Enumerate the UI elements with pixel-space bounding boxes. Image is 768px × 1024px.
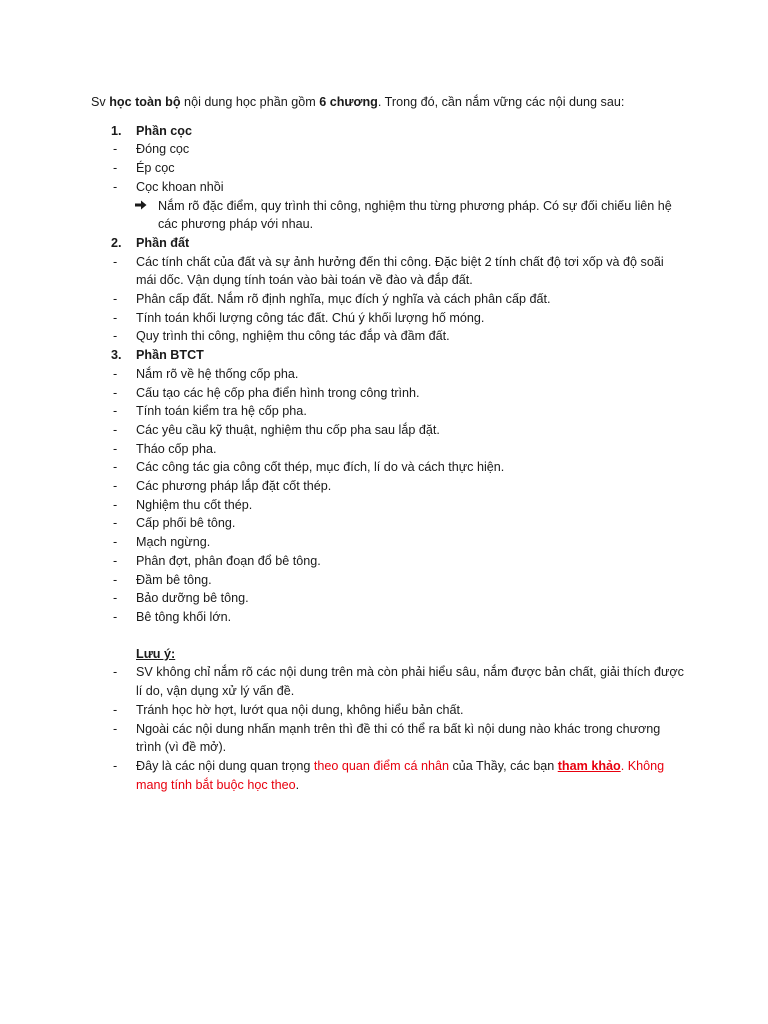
note-item-emphasis: - Đây là các nội dung quan trọng theo quan điểm cá nhân của Thầy, các bạn tham khảo. Không mang tính bắt buộc học theo. — [113, 758, 665, 792]
section-title: Phần cọc — [136, 123, 192, 138]
section-number: 1. — [111, 123, 122, 138]
note-item: - Tránh học hờ hợt, lướt qua nội dung, không hiểu bản chất. — [113, 702, 464, 717]
list-item: - Đóng cọc — [113, 142, 190, 157]
section-number: 2. — [111, 235, 122, 250]
list-item: - Đầm bê tông. — [113, 572, 212, 587]
intro-text: Sv — [91, 95, 110, 109]
section-heading-3 — [91, 346, 691, 365]
emphasis-text: mang tính bắt buộc học theo — [136, 777, 296, 792]
list-item: - Mạch ngừng. — [113, 535, 211, 550]
section-heading-2 — [91, 234, 691, 253]
intro-text: . Trong đó, cần nắm vững các nội dung sau: — [377, 95, 625, 109]
list-item: - Các phương pháp lắp đặt cốt thép. — [113, 479, 332, 494]
note-title: Lưu ý: — [136, 646, 176, 661]
list-item: - Ép cọc — [113, 161, 175, 176]
intro-paragraph — [91, 93, 691, 112]
emphasis-link-text: tham khảo — [557, 758, 621, 773]
intro-text: nội dung học phần gồm — [180, 95, 320, 109]
list-item: - Phân đợt, phân đoạn đổ bê tông. — [113, 553, 321, 568]
list-item: - Quy trình thi công, nghiệm thu công tác đắp và đầm đất. — [113, 329, 450, 344]
list-item: - Các tính chất của đất và sự ảnh hưởng đến thi công. Đặc biệt 2 tính chất độ tơi xốp và độ soãi mái dốc. Vận dụng tính toán vào bài toán về đào và đắp đất. — [113, 254, 664, 288]
arrow-item: Nắm rõ đặc điểm, quy trình thi công, nghiệm thu từng phương pháp. Có sự đối chiếu liên hệ các phương pháp với nhau. — [91, 197, 691, 234]
intro-bold-2: 6 chương — [319, 95, 378, 109]
list-item: - Tính toán kiểm tra hệ cốp pha. — [113, 404, 307, 419]
list-item: - Nắm rõ về hệ thống cốp pha. — [113, 366, 299, 381]
list-item: - Tháo cốp pha. — [113, 441, 217, 456]
emphasis-text: . Không — [620, 758, 665, 773]
list-item: - Các công tác gia công cốt thép, mục đích, lí do và cách thực hiện. — [113, 460, 505, 475]
section-title: Phần đất — [136, 235, 190, 250]
note-item: - SV không chỉ nắm rõ các nội dung trên mà còn phải hiểu sâu, nắm được bản chất, giải thích được lí do, vận dụng xử lý vấn đề. — [113, 665, 684, 699]
section-heading-1 — [91, 122, 691, 141]
list-item: - Cấp phối bê tông. — [113, 516, 236, 531]
list-item: - Phân cấp đất. Nắm rõ định nghĩa, mục đích ý nghĩa và cách phân cấp đất. — [113, 292, 551, 307]
section-title: Phần BTCT — [136, 348, 204, 363]
right-arrow-icon — [135, 197, 147, 216]
list-item: - Các yêu cầu kỹ thuật, nghiệm thu cốp pha sau lắp đặt. — [113, 422, 440, 437]
list-item: - Bê tông khối lớn. — [113, 609, 232, 624]
list-item: - Cọc khoan nhồi — [113, 179, 224, 194]
document-content — [91, 93, 691, 794]
list-item: - Bảo dưỡng bê tông. — [113, 591, 249, 606]
note-item: - Ngoài các nội dung nhấn mạnh trên thì đề thi có thể ra bất kì nội dung nào khác trong chương trình (vì đề mở). — [113, 721, 661, 755]
emphasis-text: theo quan điểm cá nhân — [313, 758, 449, 773]
section-number: 3. — [111, 348, 122, 363]
list-item: - Nghiệm thu cốt thép. — [113, 497, 253, 512]
list-item: - Cấu tạo các hệ cốp pha điển hình trong công trình. — [113, 385, 420, 400]
intro-bold-1: học toàn bộ — [109, 95, 181, 109]
list-item: - Tính toán khối lượng công tác đất. Chú ý khối lượng hố móng. — [113, 310, 485, 325]
